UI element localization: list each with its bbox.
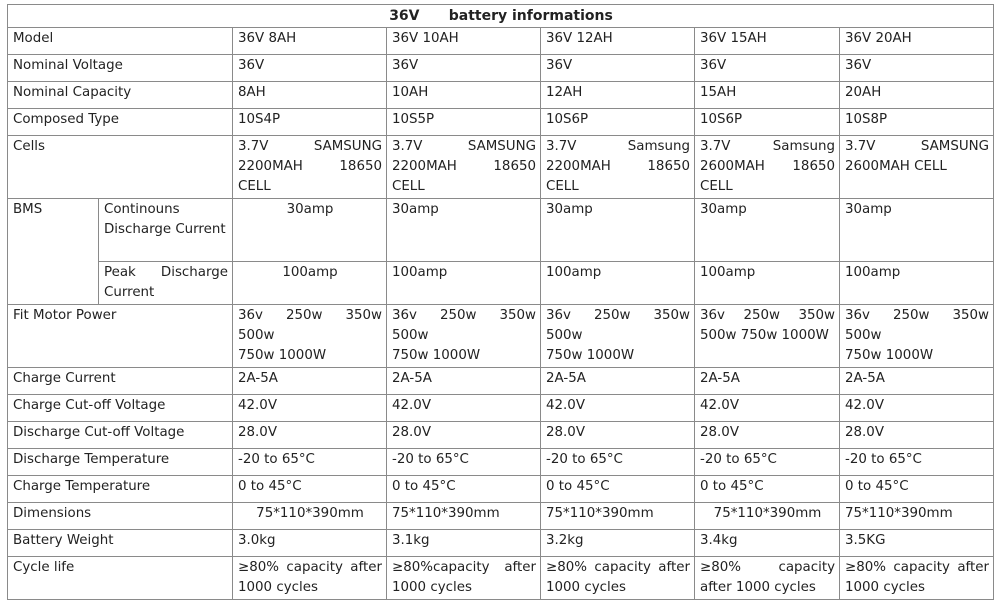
table-cell: 75*110*390mm	[695, 503, 840, 530]
table-row-charge-current	[8, 368, 994, 395]
table-row-dimensions	[8, 503, 994, 530]
table-cell: -20 to 65°C	[840, 449, 994, 476]
table-cell: 3.7V Samsung 2600MAH 18650 CELL	[695, 136, 840, 199]
table-cell: -20 to 65°C	[387, 449, 541, 476]
table-cell: 36v 250w 350w 500w 750w 1000W	[541, 305, 695, 368]
table-title: 36V battery informations	[8, 5, 994, 28]
table-row-bms-peak	[8, 262, 994, 305]
table-cell: 3.1kg	[387, 530, 541, 557]
table-cell: 75*110*390mm	[541, 503, 695, 530]
table-cell: ≥80% capacity after 1000 cycles	[541, 557, 695, 600]
row-label: Discharge Cut-off Voltage	[8, 422, 233, 449]
battery-spec-table	[7, 4, 994, 600]
row-label: Charge Temperature	[8, 476, 233, 503]
table-cell: 28.0V	[541, 422, 695, 449]
table-cell: 0 to 45°C	[387, 476, 541, 503]
row-label: Fit Motor Power	[8, 305, 233, 368]
table-row-nominal-voltage	[8, 55, 994, 82]
table-row-nominal-capacity	[8, 82, 994, 109]
table-cell: 36V	[840, 55, 994, 82]
table-title-row	[8, 5, 994, 28]
table-cell: 3.4kg	[695, 530, 840, 557]
row-label: Charge Cut-off Voltage	[8, 395, 233, 422]
table-cell: 3.7V SAMSUNG 2600MAH CELL	[840, 136, 994, 199]
table-cell: 30amp	[695, 199, 840, 262]
row-label: Composed Type	[8, 109, 233, 136]
table-cell: 42.0V	[840, 395, 994, 422]
table-cell: 100amp	[233, 262, 387, 305]
table-cell: 75*110*390mm	[387, 503, 541, 530]
table-cell: 42.0V	[695, 395, 840, 422]
table-row-composed-type	[8, 109, 994, 136]
table-cell: 15AH	[695, 82, 840, 109]
table-cell: -20 to 65°C	[695, 449, 840, 476]
table-cell: 10S5P	[387, 109, 541, 136]
table-row-cells	[8, 136, 994, 199]
table-cell: 30amp	[541, 199, 695, 262]
table-cell: 36v 250w 350w 500w 750w 1000W	[233, 305, 387, 368]
table-cell: 30amp	[840, 199, 994, 262]
table-cell: 0 to 45°C	[840, 476, 994, 503]
table-cell: 30amp	[233, 199, 387, 262]
table-cell: 0 to 45°C	[541, 476, 695, 503]
row-label: Battery Weight	[8, 530, 233, 557]
table-cell: 75*110*390mm	[233, 503, 387, 530]
row-label: Cycle life	[8, 557, 233, 600]
table-row-bms-continuous	[8, 199, 994, 262]
table-row-fit-motor-power	[8, 305, 994, 368]
table-cell: 3.5KG	[840, 530, 994, 557]
row-label: Dimensions	[8, 503, 233, 530]
table-row-discharge-cutoff-voltage	[8, 422, 994, 449]
row-label: Nominal Voltage	[8, 55, 233, 82]
table-cell: 30amp	[387, 199, 541, 262]
table-cell: 100amp	[695, 262, 840, 305]
table-cell: 36v 250w 350w 500w 750w 1000W	[387, 305, 541, 368]
table-cell: 10S4P	[233, 109, 387, 136]
table-cell: 0 to 45°C	[233, 476, 387, 503]
table-cell: 10S6P	[541, 109, 695, 136]
table-cell: 2A-5A	[541, 368, 695, 395]
row-label: Charge Current	[8, 368, 233, 395]
table-cell: 8AH	[233, 82, 387, 109]
table-cell: 0 to 45°C	[695, 476, 840, 503]
table-cell: 36V 20AH	[840, 28, 994, 55]
table-cell: 3.7V SAMSUNG 2200MAH 18650 CELL	[387, 136, 541, 199]
table-cell: 10S8P	[840, 109, 994, 136]
table-cell: 100amp	[840, 262, 994, 305]
table-cell: 36V	[233, 55, 387, 82]
table-cell: -20 to 65°C	[233, 449, 387, 476]
row-label: BMS	[8, 199, 99, 305]
row-label: Cells	[8, 136, 233, 199]
table-cell: 36V 12AH	[541, 28, 695, 55]
table-cell: 28.0V	[840, 422, 994, 449]
table-cell: 2A-5A	[387, 368, 541, 395]
table-cell: 3.2kg	[541, 530, 695, 557]
table-cell: 36V 10AH	[387, 28, 541, 55]
table-cell: 2A-5A	[840, 368, 994, 395]
table-cell: -20 to 65°C	[541, 449, 695, 476]
table-cell: ≥80% capacity after 1000 cycles	[695, 557, 840, 600]
table-cell: 42.0V	[233, 395, 387, 422]
table-row-charge-cutoff-voltage	[8, 395, 994, 422]
table-cell: 36V	[541, 55, 695, 82]
sub-row-label: Peak Discharge Current	[99, 262, 233, 305]
row-label: Nominal Capacity	[8, 82, 233, 109]
table-cell: 36v 250w 350w 500w 750w 1000W	[840, 305, 994, 368]
table-cell: 2A-5A	[695, 368, 840, 395]
table-cell: 3.0kg	[233, 530, 387, 557]
table-cell: 75*110*390mm	[840, 503, 994, 530]
table-cell: 10AH	[387, 82, 541, 109]
row-label: Discharge Temperature	[8, 449, 233, 476]
table-cell: 28.0V	[695, 422, 840, 449]
table-cell: ≥80% capacity after 1000 cycles	[233, 557, 387, 600]
table-cell: 42.0V	[541, 395, 695, 422]
table-cell: 3.7V Samsung 2200MAH 18650 CELL	[541, 136, 695, 199]
table-cell: 2A-5A	[233, 368, 387, 395]
table-cell: 36v 250w 350w 500w 750w 1000W	[695, 305, 840, 368]
row-label: Model	[8, 28, 233, 55]
table-cell: ≥80%capacity after 1000 cycles	[387, 557, 541, 600]
table-cell: ≥80% capacity after 1000 cycles	[840, 557, 994, 600]
table-cell: 20AH	[840, 82, 994, 109]
table-cell: 100amp	[541, 262, 695, 305]
table-cell: 28.0V	[387, 422, 541, 449]
table-cell: 3.7V SAMSUNG 2200MAH 18650 CELL	[233, 136, 387, 199]
table-cell: 36V	[695, 55, 840, 82]
sub-row-label: Continouns Discharge Current	[99, 199, 233, 262]
table-row-charge-temperature	[8, 476, 994, 503]
table-row-model	[8, 28, 994, 55]
table-cell: 42.0V	[387, 395, 541, 422]
table-cell: 36V 8AH	[233, 28, 387, 55]
table-cell: 100amp	[387, 262, 541, 305]
table-row-battery-weight	[8, 530, 994, 557]
table-cell: 10S6P	[695, 109, 840, 136]
table-row-discharge-temperature	[8, 449, 994, 476]
table-cell: 12AH	[541, 82, 695, 109]
table-cell: 36V 15AH	[695, 28, 840, 55]
table-cell: 28.0V	[233, 422, 387, 449]
table-cell: 36V	[387, 55, 541, 82]
table-row-cycle-life	[8, 557, 994, 600]
